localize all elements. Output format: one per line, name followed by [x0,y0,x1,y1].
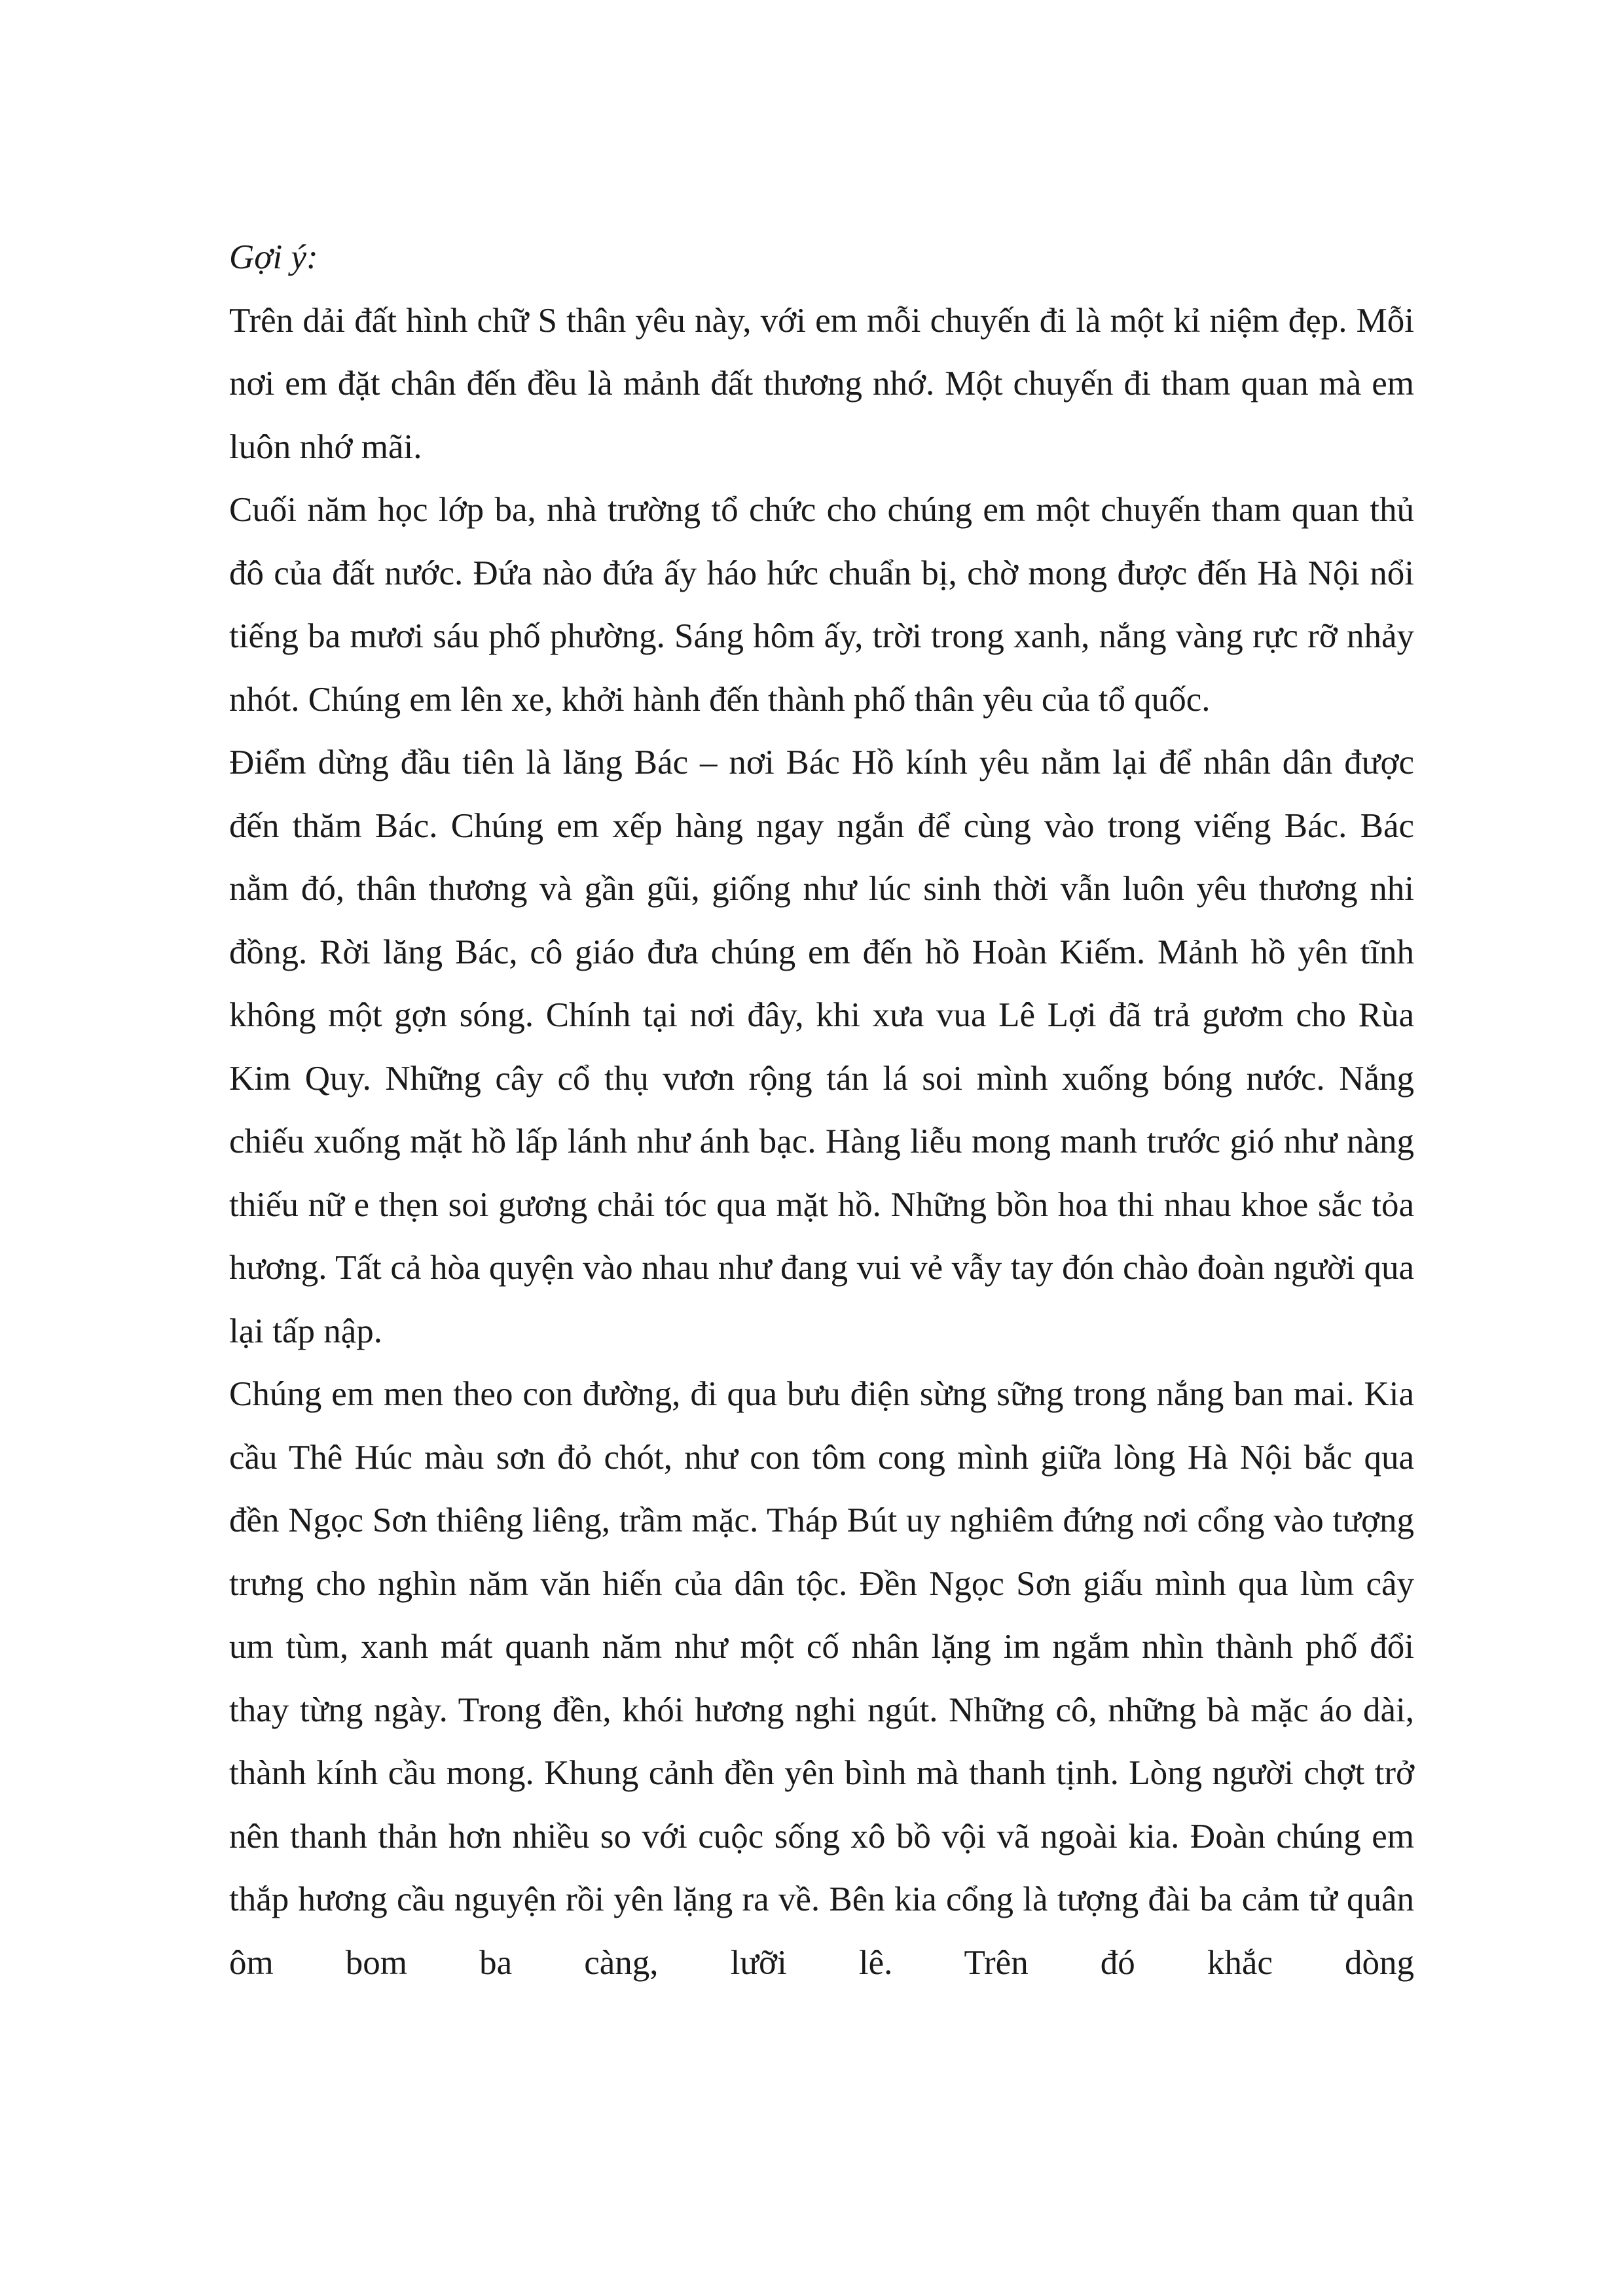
heading-goi-y: Gợi ý: [229,238,318,276]
paragraph-intro: Trên dải đất hình chữ S thân yêu này, với em mỗi chuyến đi là một kỉ niệm đẹp. Mỗi nơi em đặt chân đến đều là mảnh đất thương nhớ. Một chuyến đi tham quan mà em luôn nhớ mãi. [229,301,1414,466]
document-body [229,226,1414,1994]
paragraph-trip-start: Cuối năm học lớp ba, nhà trường tổ chức cho chúng em một chuyến tham quan thủ đô của đất nước. Đứa nào đứa ấy háo hức chuẩn bị, chờ mong được đến Hà Nội nổi tiếng ba mươi sáu phố phường. Sáng hôm ấy, trời trong xanh, nắng vàng rực rỡ nhảy nhót. Chúng em lên xe, khởi hành đến thành phố thân yêu của tổ quốc. [229,491,1414,719]
paragraph-den-ngoc-son: Chúng em men theo con đường, đi qua bưu điện sừng sững trong nắng ban mai. Kia cầu Thê Húc màu sơn đỏ chót, như con tôm cong mình giữa lòng Hà Nội bắc qua đền Ngọc Sơn thiêng liêng, trầm mặc. Tháp Bút uy nghiêm đứng nơi cổng vào tượng trưng cho nghìn năm văn hiến của dân tộc. Đền Ngọc Sơn giấu mình qua lùm cây um tùm, xanh mát quanh năm như một cố nhân lặng im ngắm nhìn thành phố đổi thay từng ngày. Trong đền, khói hương nghi ngút. Những cô, những bà mặc áo dài, thành kính cầu mong. Khung cảnh đền yên bình mà thanh tịnh. Lòng người chợt trở nên thanh thản hơn nhiều so với cuộc sống xô bồ vội vã ngoài kia. Đoàn chúng em thắp hương cầu nguyện rồi yên lặng ra về. Bên kia cổng là tượng đài ba cảm tử quân ôm bom ba càng, lưỡi lê. Trên đó khắc dòng [229,1375,1414,1982]
paragraph-lang-bac-ho-guom: Điểm dừng đầu tiên là lăng Bác – nơi Bác Hồ kính yêu nằm lại để nhân dân được đến thăm Bác. Chúng em xếp hàng ngay ngắn để cùng vào trong viếng Bác. Bác nằm đó, thân thương và gần gũi, giống như lúc sinh thời vẫn luôn yêu thương nhi đồng. Rời lăng Bác, cô giáo đưa chúng em đến hồ Hoàn Kiếm. Mảnh hồ yên tĩnh không một gợn sóng. Chính tại nơi đây, khi xưa vua Lê Lợi đã trả gươm cho Rùa Kim Quy. Những cây cổ thụ vươn rộng tán lá soi mình xuống bóng nước. Nắng chiếu xuống mặt hồ lấp lánh như ánh bạc. Hàng liễu mong manh trước gió như nàng thiếu nữ e thẹn soi gương chải tóc qua mặt hồ. Những bồn hoa thi nhau khoe sắc tỏa hương. Tất cả hòa quyện vào nhau như đang vui vẻ vẫy tay đón chào đoàn người qua lại tấp nập. [229,744,1414,1350]
